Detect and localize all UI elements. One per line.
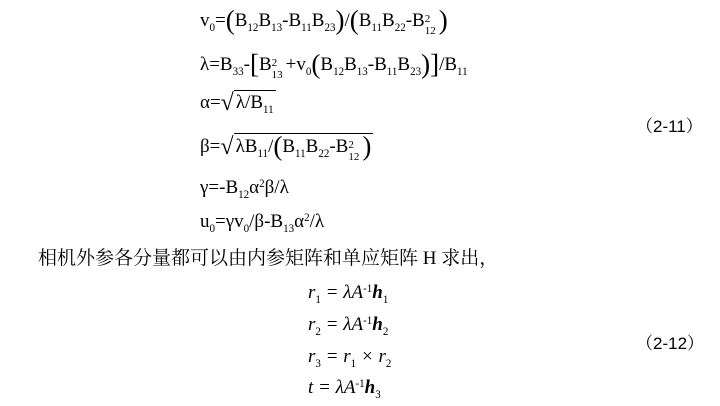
equation-u0: $u_0=\gamma v_0/\beta-B_{13}\alpha^2/\lambda$: [200, 211, 325, 235]
equation-alpha: α=√ $\lambda/B_{11}$: [200, 90, 274, 116]
equation-beta: β=√ $\lambda B_{11}/(B_{11}B_{22}-B$ 2 12 ): [200, 131, 372, 163]
equation-r2: $r_2 = \lambda A^{-1}h_2$: [308, 314, 389, 338]
equation-gamma: $\gamma=-B_{12}\alpha^2\beta/\lambda$: [200, 177, 289, 201]
equation-r3: $r_3 = r_1 \times r_2$: [308, 346, 392, 370]
equation-t: $t = \lambda A^{-1}h_3$: [308, 377, 381, 401]
equation-r1: $r_1 = \lambda A^{-1}h_1$: [308, 282, 389, 306]
equation-lambda: $\lambda=B_{33}-[B$ 2 13 $+v_0(B_{12}B_{13}-B_{11}B_{23})]/B_{11}$: [200, 49, 468, 81]
equation-v0: $v_0=(B_{12}B_{13}-B_{11}B_{23})/(B_{11}B_{22}-B$ 2 12 ): [200, 5, 448, 37]
equation-number-2-11: （2-11）: [636, 117, 703, 136]
equation-number-2-12: （2-12）: [636, 334, 705, 353]
paragraph-text: 相机外参各分量都可以由内参矩阵和单应矩阵 H 求出，: [38, 248, 499, 269]
